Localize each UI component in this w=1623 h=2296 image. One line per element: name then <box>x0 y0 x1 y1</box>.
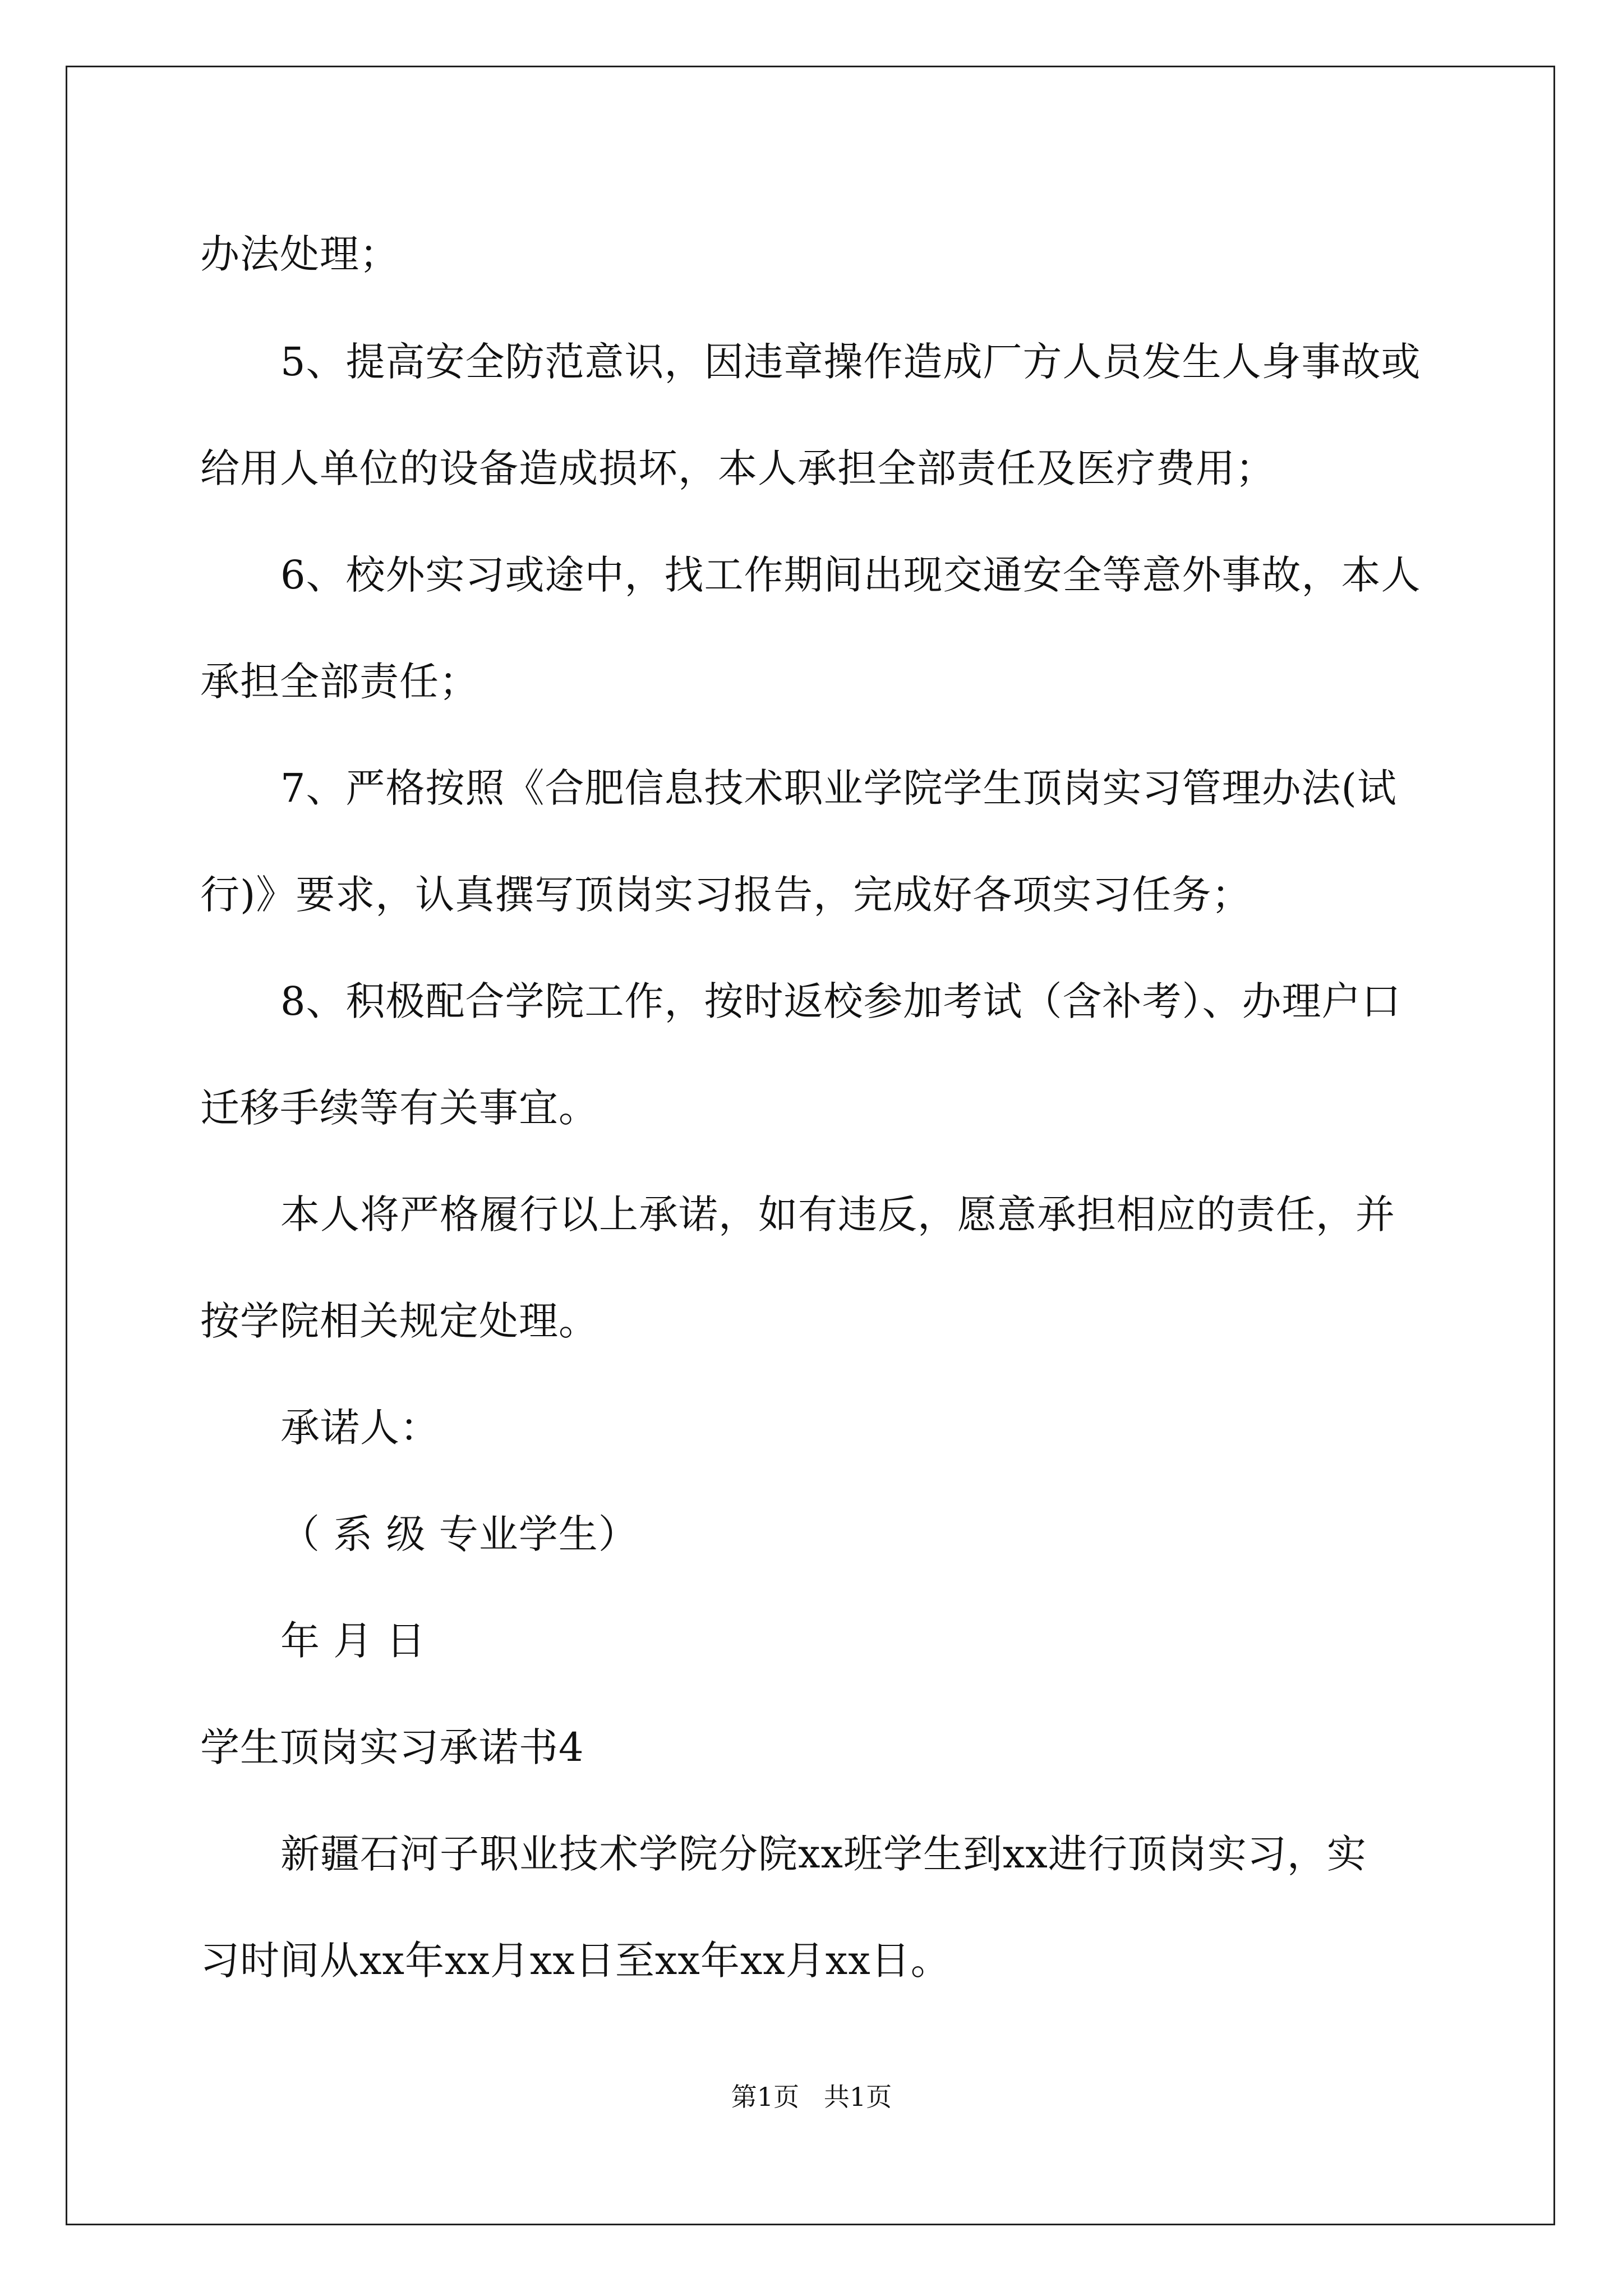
text-line-17: 习时间从xx年xx月xx日至xx年xx月xx日。 <box>200 1938 951 1984</box>
text-line-7: 行)》要求，认真撰写顶岗实习报告，完成好各项实习任务； <box>200 872 1252 918</box>
text-line-11: 按学院相关规定处理。 <box>200 1298 598 1344</box>
text-line-3: 给用人单位的设备造成损坏，本人承担全部责任及医疗费用； <box>200 445 1275 491</box>
text-line-2: 5、提高安全防范意识，因违章操作造成厂方人员发生人身事故或 <box>280 339 1421 385</box>
text-line-10: 本人将严格履行以上承诺，如有违反，愿意承担相应的责任，并 <box>280 1191 1395 1237</box>
text-line-16: 新疆石河子职业技术学院分院xx班学生到xx进行顶岗实习，实 <box>280 1831 1367 1877</box>
date-line: 年 月 日 <box>280 1618 426 1664</box>
text-line-8: 8、积极配合学院工作，按时返校参加考试（含补考）、办理户口 <box>280 978 1401 1024</box>
text-line-1: 办法处理； <box>200 231 399 277</box>
department-line: （ 系 级 专业学生） <box>280 1511 638 1557</box>
text-line-4: 6、校外实习或途中，找工作期间出现交通安全等意外事故，本人 <box>280 552 1421 598</box>
text-line-5: 承担全部责任； <box>200 659 479 705</box>
section-heading: 学生顶岗实习承诺书4 <box>200 1724 584 1770</box>
signature-label: 承诺人： <box>280 1405 440 1451</box>
page-footer: 第1页 共1页 <box>731 2082 892 2112</box>
text-line-9: 迁移手续等有关事宜。 <box>200 1085 598 1131</box>
text-line-6: 7、严格按照《合肥信息技术职业学院学生顶岗实习管理办法(试 <box>280 765 1397 811</box>
page-border <box>66 66 1555 2225</box>
